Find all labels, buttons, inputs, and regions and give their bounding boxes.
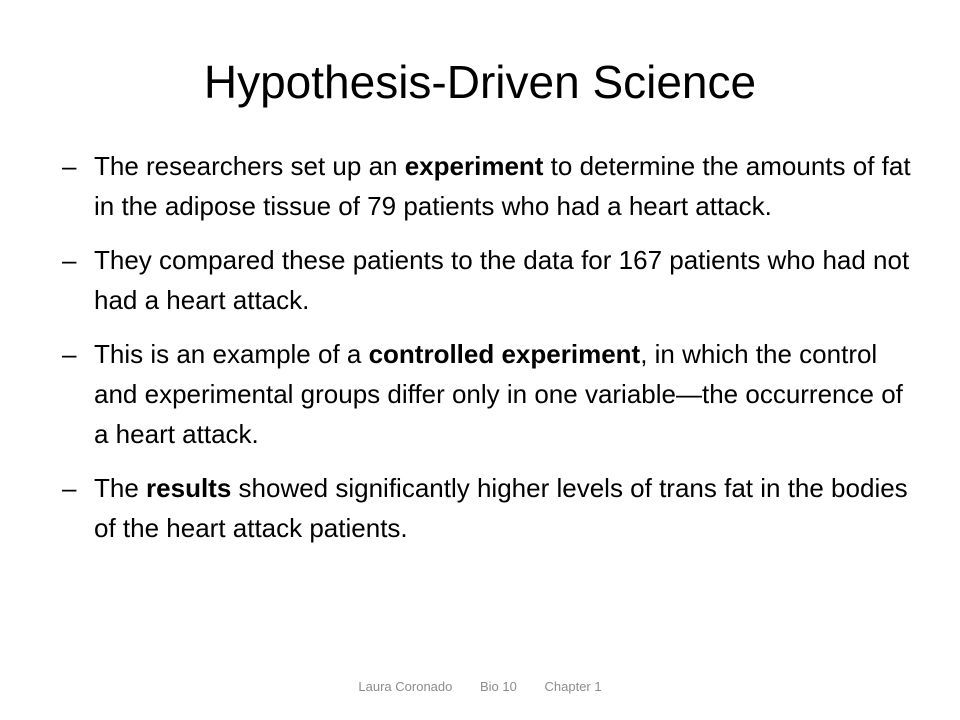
bullet-text-pre: This is an example of a: [94, 339, 369, 369]
bullet-text-post: showed significantly higher levels of trans fat in the bodies of the heart attack patients.: [94, 473, 908, 543]
bullet-text-pre: The researchers set up an: [94, 151, 405, 181]
bullet-text-bold: controlled experiment: [368, 339, 641, 369]
bullet-dash: –: [62, 473, 77, 503]
footer-chapter: Chapter 1: [544, 679, 602, 694]
bullet-dash: –: [62, 151, 77, 181]
bullet-list: [62, 146, 912, 562]
bullet-dash: –: [62, 339, 77, 369]
bullet-text-bold: experiment: [404, 151, 544, 181]
bullet-text-bold: results: [146, 473, 232, 503]
bullet-item: [62, 240, 912, 320]
bullet-text-post: , in which the control and experimental groups differ only in one variable—the occurrence of a heart attack.: [94, 339, 903, 449]
footer-author: Laura Coronado: [358, 679, 453, 694]
slide-title: Hypothesis-Driven Science: [203, 56, 757, 108]
bullet-text-pre: They compared these patients to the data for 167 patients who had not had a heart attack.: [94, 245, 910, 315]
bullet-dash: –: [62, 245, 77, 275]
bullet-item: [62, 334, 912, 454]
bullet-text-pre: The: [94, 473, 147, 503]
bullet-text-post: to determine the amounts of fat in the adipose tissue of 79 patients who had a heart attack.: [94, 151, 911, 221]
bullet-item: [62, 146, 912, 226]
bullet-item: [62, 468, 912, 548]
footer-course: Bio 10: [480, 679, 517, 694]
slide-footer: [0, 679, 960, 694]
